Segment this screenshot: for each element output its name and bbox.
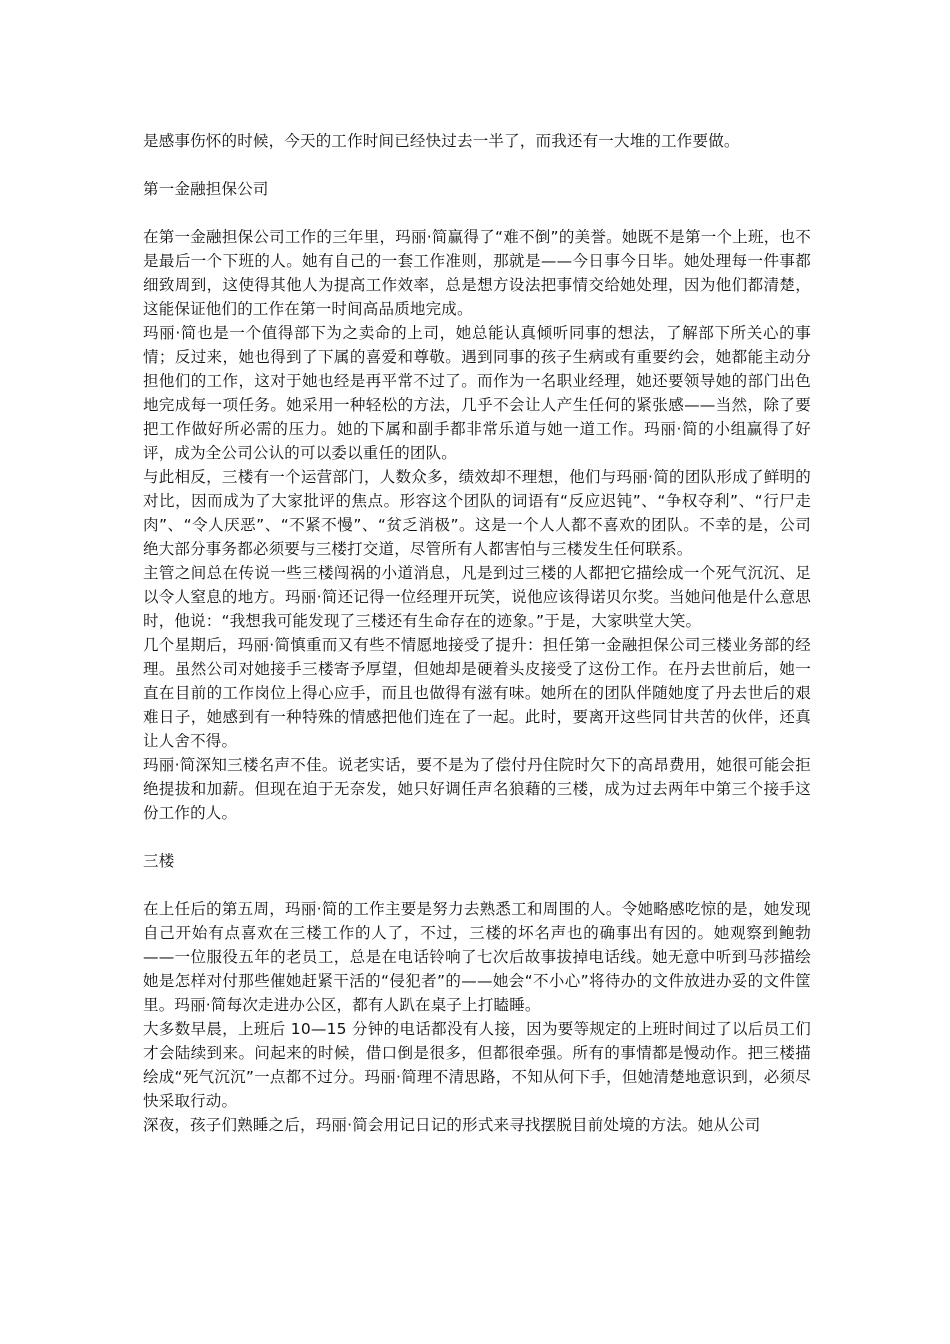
spacer	[143, 825, 811, 849]
paragraph: 主管之间总在传说一些三楼闯祸的小道消息，凡是到过三楼的人都把它描绘成一个死气沉沉、足以令人窒息的地方。玛丽·简还记得一位经理开玩笑，说他应该得诺贝尔奖。当她问他是什么意思时，他说：“我想我可能发现了三楼还有生命存在的迹象。”于是，大家哄堂大笑。	[143, 564, 811, 630]
paragraph: 深夜，孩子们熟睡之后，玛丽·简会用记日记的形式来寻找摆脱目前处境的方法。她从公司	[143, 1116, 761, 1134]
paragraph: 玛丽·简深知三楼名声不佳。说老实话，要不是为了偿付丹住院时欠下的高昂费用，她很可能会拒绝提拔和加薪。但现在迫于无奈发，她只好调任声名狼藉的三楼，成为过去两年中第三个接手这份工作的人。	[143, 756, 811, 822]
paragraph: 几个星期后，玛丽·简慎重而又有些不情愿地接受了提升：担任第一金融担保公司三楼业务部的经理。虽然公司对她接手三楼寄予厚望，但她却是硬着头皮接受了这份工作。在丹去世前后，她一直在目前的工作岗位上得心应手，而且也做得有滋有味。她所在的团队伴随她度了丹去世后的艰难日子，她感到有一种特殊的情感把他们连在了一起。此时，要离开这些同甘共苦的伙伴，还真让人舍不得。	[143, 636, 811, 750]
paragraph: 玛丽·简也是一个值得部下为之卖命的上司，她总能认真倾听同事的想法，了解部下所关心的事情；反过来，她也得到了下属的喜爱和尊敬。遇到同事的孩子生病或有重要约会，她都能主动分担他们的工作，这对于她也经是再平常不过了。而作为一名职业经理，她还要领导她的部门出色地完成每一项任务。她采用一种轻松的方法，几乎不会让人产生任何的紧张感——当然，除了要把工作做好所必需的压力。她的下属和副手都非常乐道与她一道工作。玛丽·简的小组赢得了好评，成为全公司公认的可以委以重任的团队。	[143, 324, 811, 462]
section-heading-company: 第一金融担保公司	[143, 180, 269, 198]
document-page	[143, 129, 811, 1137]
paragraph: 大多数早晨，上班后 10—15 分钟的电话都没有人接，因为要等规定的上班时间过了以后员工们才会陆续到来。问起来的时候，借口倒是很多，但都很牵强。所有的事情都是慢动作。把三楼描绘成“死气沉沉”一点都不过分。玛丽·简理不清思路，不知从何下手，但她清楚地意识到，必须尽快采取行动。	[143, 1020, 811, 1110]
paragraph: 与此相反，三楼有一个运营部门，人数众多，绩效却不理想，他们与玛丽·简的团队形成了鲜明的对比，因而成为了大家批评的焦点。形容这个团队的词语有“反应迟钝”、“争权夺利”、“行尸走肉”、“令人厌恶”、“不紧不慢”、“贫乏消极”。这是一个人人都不喜欢的团队。不幸的是，公司绝大部分事务都必须要与三楼打交道，尽管所有人都害怕与三楼发生任何联系。	[143, 468, 811, 558]
spacer	[143, 873, 811, 897]
opening-line: 是感事伤怀的时候，今天的工作时间已经快过去一半了，而我还有一大堆的工作要做。	[143, 132, 740, 150]
spacer	[143, 153, 811, 177]
paragraph: 在第一金融担保公司工作的三年里，玛丽·简赢得了“难不倒”的美誉。她既不是第一个上班，也不是最后一个下班的人。她有自己的一套工作准则，那就是——今日事今日毕。她处理每一件事都细致周到，这使得其他人为提高工作效率，总是想方设法把事情交给她处理，因为他们都清楚，这能保证他们的工作在第一时间高品质地完成。	[143, 228, 811, 318]
section-heading-third-floor: 三楼	[143, 852, 175, 870]
spacer	[143, 201, 811, 225]
paragraph: 在上任后的第五周，玛丽·简的工作主要是努力去熟悉工和周围的人。令她略感吃惊的是，她发现自己开始有点喜欢在三楼工作的人了，不过，三楼的坏名声也的确事出有因的。她观察到鲍勃——一位服役五年的老员工，总是在电话铃响了七次后故事拔掉电话线。她无意中听到马莎描绘她是怎样对付那些催她赶紧干活的“侵犯者”的——她会“不小心”将待办的文件放进办妥的文件筐里。玛丽·简每次走进办公区，都有人趴在桌子上打瞌睡。	[143, 900, 811, 1014]
